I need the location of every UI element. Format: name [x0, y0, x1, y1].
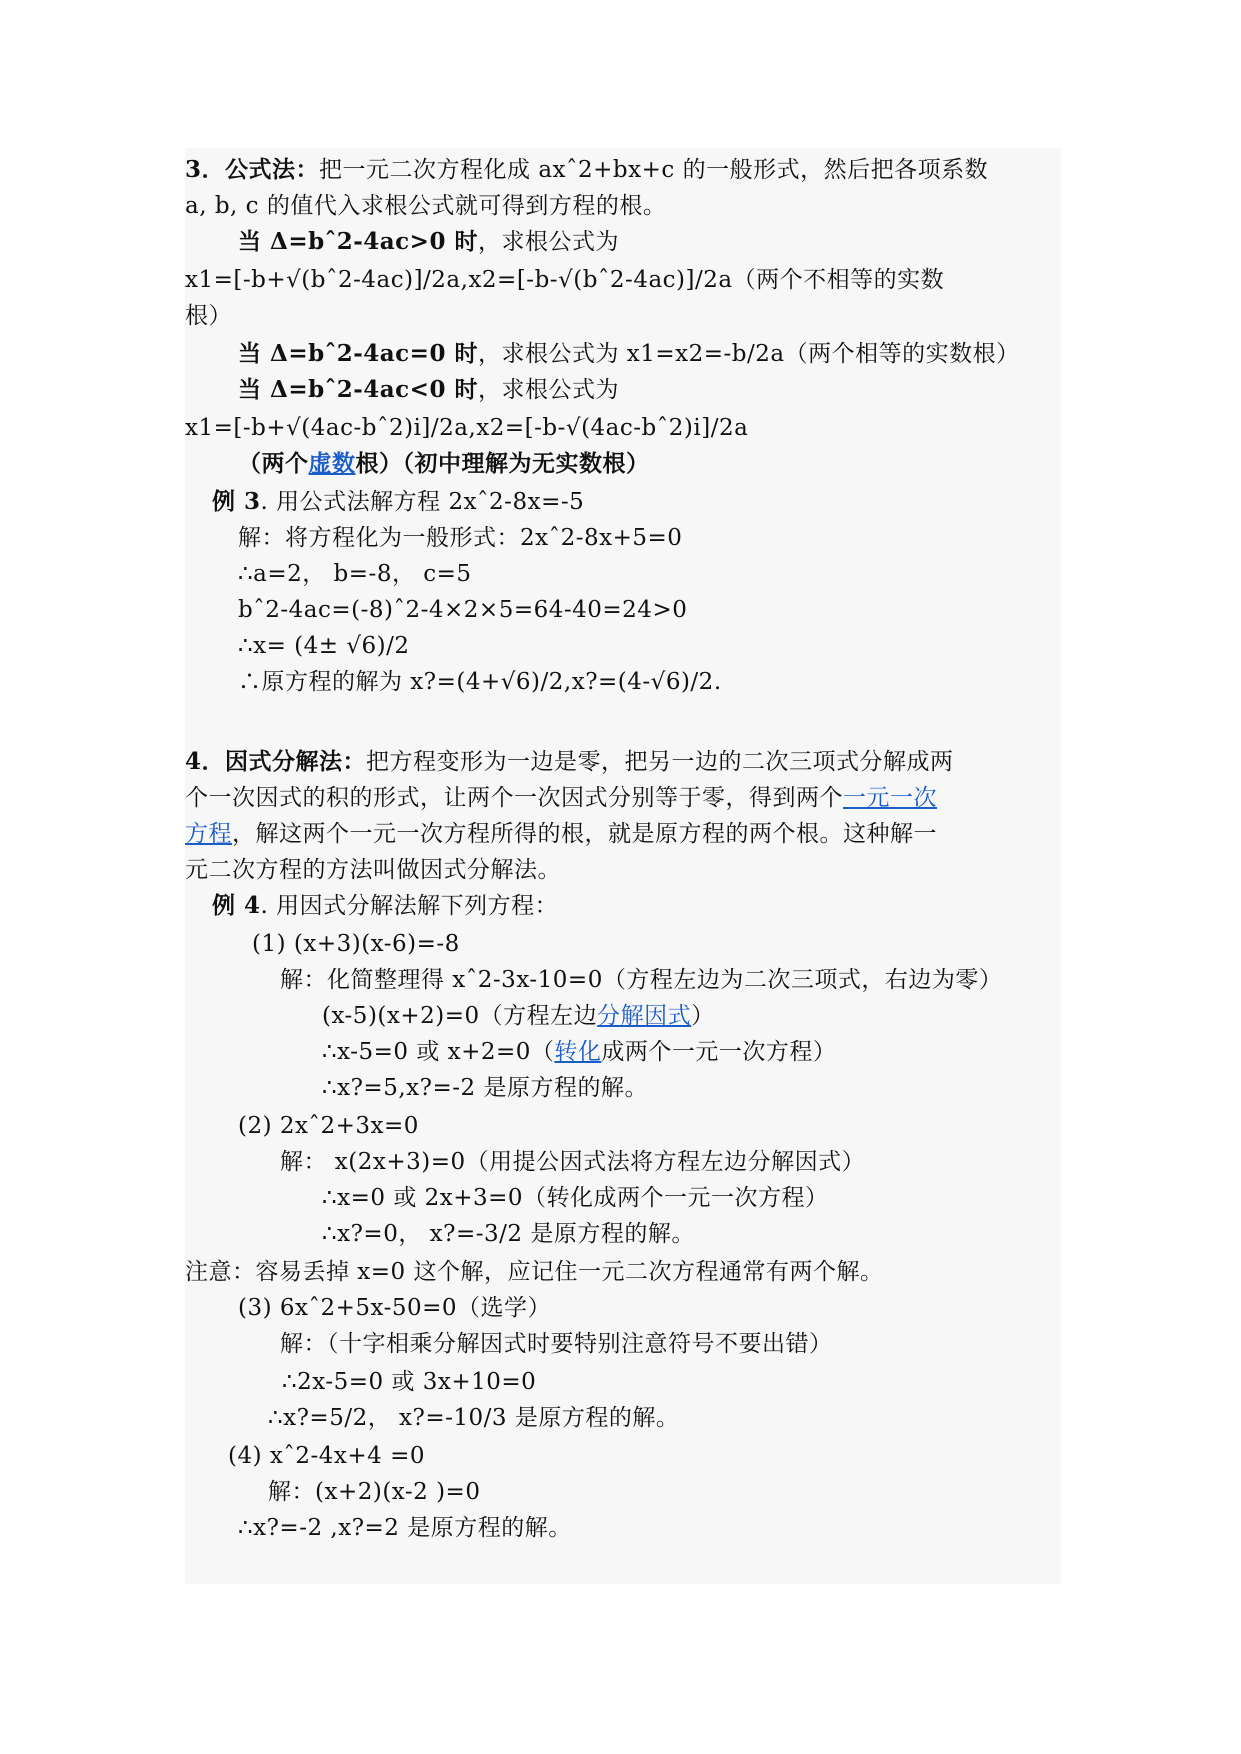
example3-step5: ∴原方程的解为 x?=(4+√6)/2,x?=(4-√6)/2.: [238, 669, 722, 695]
problem1-step3-rest: 成两个一元一次方程）: [601, 1039, 837, 1065]
problem2-step3: ∴x?=0， x?=-3/2 是原方程的解。: [322, 1221, 695, 1247]
link-imaginary-number[interactable]: 虚数: [308, 450, 356, 477]
section3-intro-cont: a, b, c 的值代入求根公式就可得到方程的根。: [185, 193, 667, 219]
section4-intro: 把方程变形为一边是零，把另一边的二次三项式分解成两: [366, 749, 954, 775]
formula-positive-cont: 根）: [185, 303, 232, 329]
example4-text: . 用因式分解法解下列方程：: [260, 893, 559, 919]
note: 注意：容易丢掉 x=0 这个解，应记住一元二次方程通常有两个解。: [185, 1259, 884, 1285]
case-negative-text: ，求根公式为: [477, 377, 619, 403]
formula-positive: x1=[-b+√(bˆ2-4ac)]/2a,x2=[-b-√(bˆ2-4ac)]/2a（两个不相等的实数: [185, 267, 945, 293]
section3-intro: 把一元二次方程化成 axˆ2+bx+c 的一般形式，然后把各项系数: [319, 157, 989, 183]
section4-heading: [185, 744, 954, 780]
complex-note-suffix: 根）（初中理解为无实数根）: [355, 450, 650, 477]
problem1-step2: [322, 998, 715, 1034]
example3-text: . 用公式法解方程 2xˆ2-8x=-5: [260, 489, 585, 515]
section3-title: 3．公式法：: [185, 156, 320, 183]
problem1: (1) (x+3)(x-6)=-8: [252, 931, 460, 957]
problem4-step2: ∴x?=-2 ,x?=2 是原方程的解。: [238, 1515, 572, 1541]
problem4: (4) xˆ2-4x+4 =0: [228, 1443, 425, 1469]
link-linear-equation-part2[interactable]: 方程: [185, 821, 232, 847]
problem2-step1: 解： x(2x+3)=0（用提公因式法将方程左边分解因式）: [280, 1149, 866, 1175]
problem1-step3: [322, 1034, 836, 1070]
section4-line3-text: ，解这两个一元一次方程所得的根，就是原方程的两个根。这种解一: [232, 821, 937, 847]
problem1-step4: ∴x?=5,x?=-2 是原方程的解。: [322, 1075, 648, 1101]
problem3-step1: 解：（十字相乘分解因式时要特别注意符号不要出错）: [280, 1331, 833, 1357]
case-negative: [238, 372, 619, 408]
section4-title: 4．因式分解法：: [185, 748, 367, 775]
case-zero-condition: 当 Δ=bˆ2-4ac=0 时: [238, 340, 478, 367]
example4-label: 例 4: [212, 892, 261, 919]
example4-heading: [212, 888, 558, 924]
problem1-step1: 解：化简整理得 xˆ2-3x-10=0（方程左边为二次三项式，右边为零）: [280, 967, 1003, 993]
example3-step1: 解：将方程化为一般形式：2xˆ2-8x+5=0: [238, 525, 683, 551]
formula-negative: x1=[-b+√(4ac-bˆ2)i]/2a,x2=[-b-√(4ac-bˆ2)i]/2a: [185, 415, 749, 441]
example3-heading: [212, 484, 584, 520]
case-negative-condition: 当 Δ=bˆ2-4ac<0 时: [238, 376, 478, 403]
problem2-step2: ∴x=0 或 2x+3=0（转化成两个一元一次方程）: [322, 1185, 829, 1211]
complex-note-prefix: （两个: [238, 450, 309, 477]
case-zero: [238, 336, 1020, 372]
section4-line4: 元二次方程的方法叫做因式分解法。: [185, 857, 561, 883]
section3-heading: [185, 152, 988, 188]
problem2: (2) 2xˆ2+3x=0: [238, 1113, 419, 1139]
problem3-step2: ∴2x-5=0 或 3x+10=0: [282, 1369, 537, 1395]
link-linear-equation-part1[interactable]: 一元一次: [843, 785, 937, 811]
case-zero-text: ，求根公式为 x1=x2=-b/2a（两个相等的实数根）: [477, 341, 1020, 367]
problem3: (3) 6xˆ2+5x-50=0（选学）: [238, 1295, 552, 1321]
section4-line2: [185, 780, 937, 816]
problem3-step3: ∴x?=5/2， x?=-10/3 是原方程的解。: [268, 1405, 680, 1431]
case-positive-text: ，求根公式为: [477, 229, 619, 255]
example3-step2: ∴a=2， b=-8， c=5: [238, 561, 472, 587]
example3-label: 例 3: [212, 488, 261, 515]
section4-line3: [185, 816, 937, 852]
complex-root-note: [238, 446, 650, 482]
section4-line2-text: 个一次因式的积的形式，让两个一次因式分别等于零，得到两个: [185, 785, 843, 811]
case-positive: [238, 224, 619, 260]
problem1-step2-text: (x-5)(x+2)=0（方程左边: [322, 1003, 598, 1029]
case-positive-condition: 当 Δ=bˆ2-4ac>0 时: [238, 228, 478, 255]
problem1-step3-text: ∴x-5=0 或 x+2=0（: [322, 1039, 555, 1065]
link-transform[interactable]: 转化: [554, 1039, 602, 1065]
example3-step4: ∴x= (4± √6)/2: [238, 633, 410, 659]
problem4-step1: 解：(x+2)(x-2 )=0: [268, 1479, 481, 1505]
link-factorization[interactable]: 分解因式: [597, 1003, 692, 1029]
example3-step3: bˆ2-4ac=(-8)ˆ2-4×2×5=64-40=24>0: [238, 597, 688, 623]
problem1-step2-close: ）: [691, 1003, 715, 1029]
